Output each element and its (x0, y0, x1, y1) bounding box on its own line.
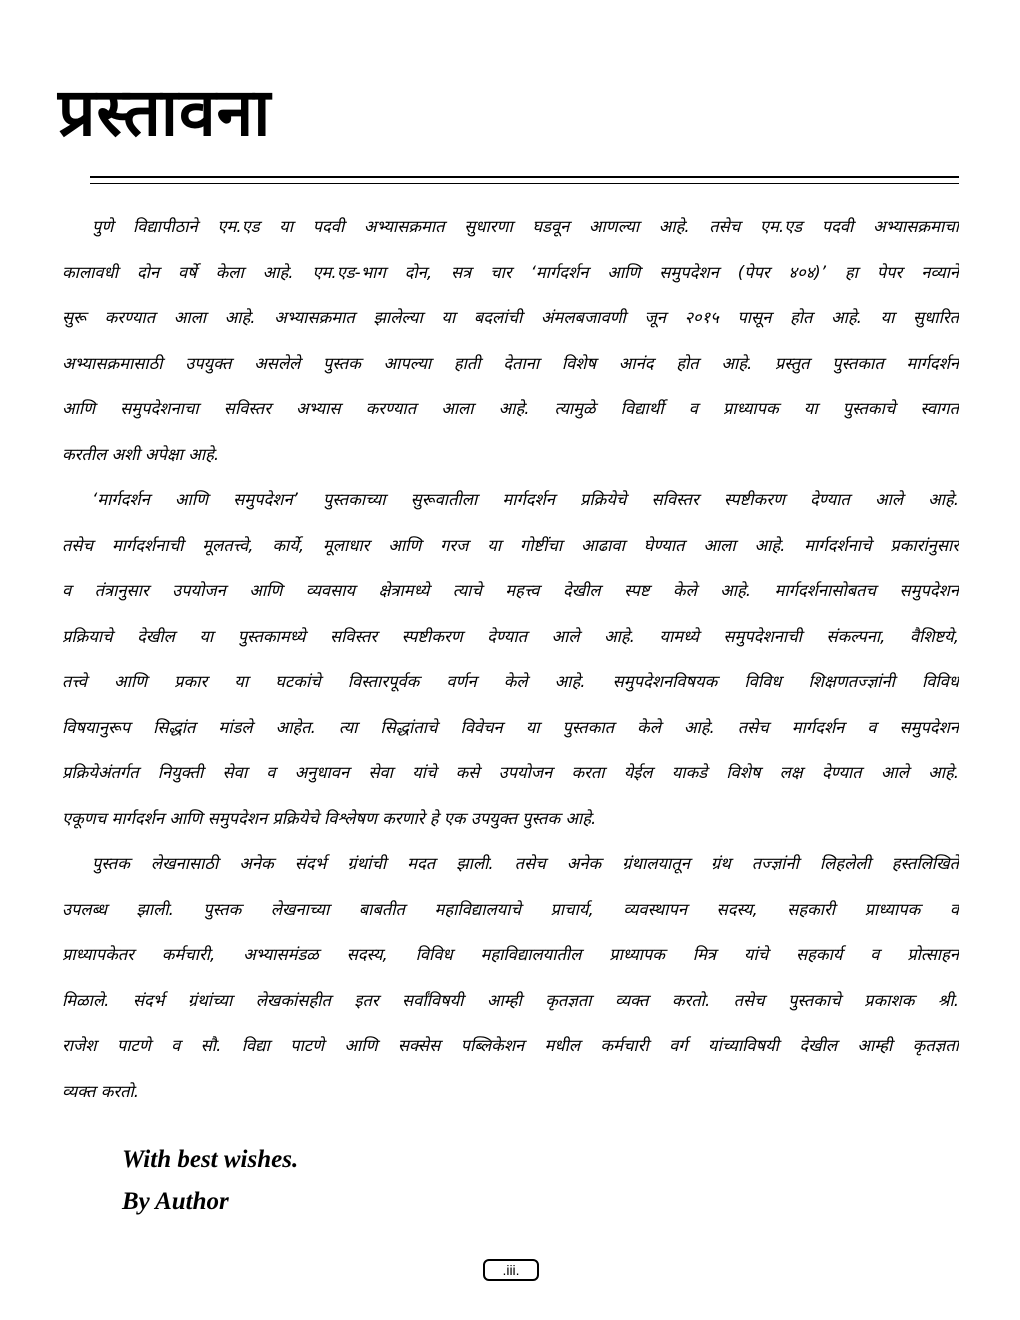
text-line: प्रक्रियेअंतर्गत नियुक्ती सेवा व अनुधावन सेवा यांचे कसे उपयोजन करता येईल याकडे विशेष लक्ष देण्यात आले आहे. (62, 763, 959, 782)
text-line: अभ्यासक्रमासाठी उपयुक्त असलेले पुस्तक आपल्या हाती देताना विशेष आनंद होत आहे. प्रस्तुत पुस्तकात मार्गदर्शन (62, 353, 959, 373)
text-line: पुणे विद्यापीठाने एम.एड या पदवी अभ्यासक्रमात सुधारणा घडवून आणल्या आहे. तसेच एम.एड पदवी अभ्यासक्रमाचा (92, 217, 959, 236)
text-line: विषयानुरूप सिद्धांत मांडले आहेत. त्या सिद्धांताचे विवेचन या पुस्तकात केले आहे. तसेच मार्गदर्शन व समुपदेशन (62, 717, 959, 737)
signature-wishes: With best wishes. (122, 1146, 299, 1173)
text-line: तत्त्वे आणि प्रकार या घटकांचे विस्तारपूर्वक वर्णन केले आहे. समुपदेशनविषयक विविध शिक्षणतज्ज्ञांनी विविध (62, 672, 959, 691)
text-line: व तंत्रानुसार उपयोजन आणि व्यवसाय क्षेत्रामध्ये त्याचे महत्त्व देखील स्पष्ट केले आहे. मार्गदर्शनासोबतच समुपदेशन (62, 581, 959, 600)
text-line: करतील अशी अपेक्षा आहे. (62, 444, 220, 464)
paragraph-1 (62, 204, 959, 477)
page-number: .iii. (483, 1259, 539, 1281)
title-divider (90, 176, 959, 184)
text-line: ‘मार्गदर्शन आणि समुपदेशन’ पुस्तकाच्या सुरूवातीला मार्गदर्शन प्रक्रियेचे सविस्तर स्पष्टीकरण देण्यात आले आहे. (92, 490, 959, 509)
text-line: तसेच मार्गदर्शनाची मूलतत्त्वे, कार्ये, मूलाधार आणि गरज या गोष्टींचा आढावा घेण्यात आला आहे. मार्गदर्शनाचे प्रकारांनुसार (62, 535, 959, 555)
text-line: सुरू करण्यात आला आहे. अभ्यासक्रमात झालेल्या या बदलांची अंमलबजावणी जून २०१५ पासून होत आहे. या सुधारित (62, 308, 959, 327)
paragraph-3 (62, 841, 959, 1114)
paragraph-2 (62, 477, 959, 841)
preface-body (62, 204, 959, 1114)
text-line: प्राध्यापकेतर कर्मचारी, अभ्यासमंडळ सदस्य, विविध महाविद्यालयातील प्राध्यापक मित्र यांचे सहकार्य व प्रोत्साहन (62, 945, 959, 964)
page-title: प्रस्तावना (58, 73, 272, 151)
signature-author: By Author (122, 1188, 229, 1215)
text-line: कालावधी दोन वर्षे केला आहे. एम.एड-भाग दोन, सत्र चार ‘मार्गदर्शन आणि समुपदेशन (पेपर ४०४)’ हा पेपर नव्याने (62, 262, 959, 282)
text-line: व्यक्त करतो. (62, 1081, 140, 1101)
text-line: आणि समुपदेशनाचा सविस्तर अभ्यास करण्यात आला आहे. त्यामुळे विद्यार्थी व प्राध्यापक या पुस्तकाचे स्वागत (62, 399, 959, 418)
text-line: पुस्तक लेखनासाठी अनेक संदर्भ ग्रंथांची मदत झाली. तसेच अनेक ग्रंथालयातून ग्रंथ तज्ज्ञांनी लिहलेली हस्तलिखिते (92, 854, 959, 873)
text-line: उपलब्ध झाली. पुस्तक लेखनाच्या बाबतीत महाविद्यालयाचे प्राचार्य, व्यवस्थापन सदस्य, सहकारी प्राध्यापक व (62, 899, 959, 919)
text-line: मिळाले. संदर्भ ग्रंथांच्या लेखकांसहीत इतर सर्वांविषयी आम्ही कृतज्ञता व्यक्त करतो. तसेच पुस्तकाचे प्रकाशक श्री. (62, 990, 959, 1010)
text-line: एकूणच मार्गदर्शन आणि समुपदेशन प्रक्रियेचे विश्लेषण करणारे हे एक उपयुक्त पुस्तक आहे. (62, 808, 597, 828)
text-line: राजेश पाटणे व सौ. विद्या पाटणे आणि सक्सेस पब्लिकेशन मधील कर्मचारी वर्ग यांच्याविषयी देखील आम्ही कृतज्ञता (62, 1036, 959, 1055)
text-line: प्रक्रियाचे देखील या पुस्तकामध्ये सविस्तर स्पष्टीकरण देण्यात आले आहे. यामध्ये समुपदेशनाची संकल्पना, वैशिष्टये, (62, 626, 959, 646)
